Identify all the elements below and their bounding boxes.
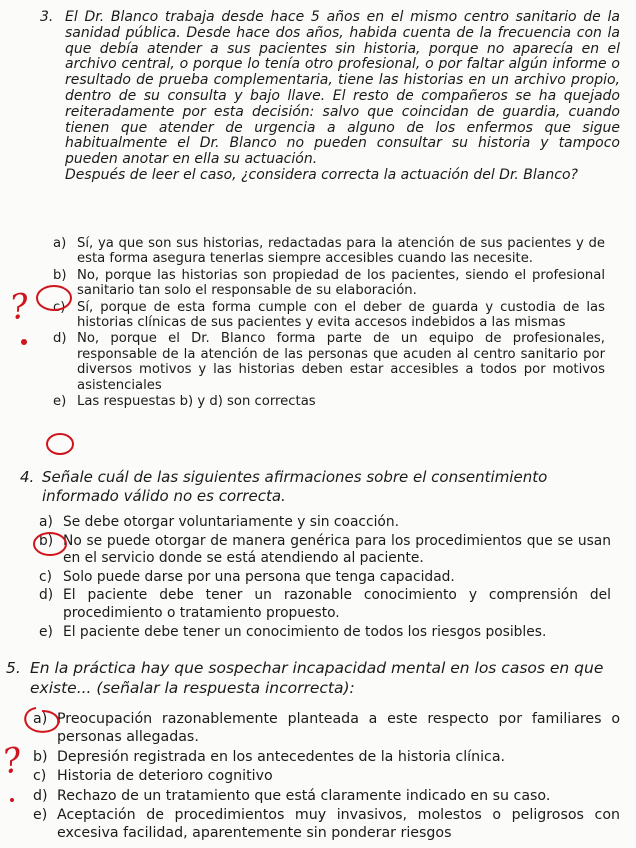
option-text: Aceptación de procedimientos muy invasivos, molestos o peligrosos con excesiva facilidad, aparentemente sin ponderar riesgos xyxy=(57,807,620,842)
option-a[interactable] xyxy=(30,710,620,747)
option-d[interactable] xyxy=(30,787,620,805)
option-c[interactable] xyxy=(30,767,620,785)
option-e[interactable] xyxy=(50,394,605,409)
option-a[interactable] xyxy=(36,514,611,532)
question-number: 5. xyxy=(6,659,21,677)
option-text: Rechazo de un tratamiento que está claramente indicado en su caso. xyxy=(57,787,551,804)
option-text: Preocupación razonablemente planteada a este respecto por familiares o personas allegadas. xyxy=(57,711,620,746)
option-text: El paciente debe tener un razonable conocimiento y comprensión del procedimiento o tratamiento propuesto. xyxy=(63,587,611,621)
option-c[interactable] xyxy=(50,300,605,331)
option-b[interactable] xyxy=(30,748,620,766)
option-letter: b) xyxy=(53,267,67,283)
option-text: Historia de deterioro cognitivo xyxy=(57,768,273,785)
option-text: Las respuestas b) y d) son correctas xyxy=(77,394,316,410)
question-5 xyxy=(6,658,626,698)
question-number: 3. xyxy=(40,9,54,25)
option-letter: a) xyxy=(39,514,53,530)
option-text: Depresión registrada en los antecedentes de la historia clínica. xyxy=(57,748,506,765)
question-3-options xyxy=(50,236,605,410)
option-text: Solo puede darse por una persona que tenga capacidad. xyxy=(63,568,455,585)
option-a[interactable] xyxy=(50,236,605,267)
option-d[interactable] xyxy=(50,331,605,393)
option-letter: e) xyxy=(53,394,67,410)
question-mark-q5: ? xyxy=(0,739,25,783)
question-3 xyxy=(40,10,620,184)
option-e[interactable] xyxy=(36,624,611,642)
option-letter: c) xyxy=(39,568,52,585)
question-number: 4. xyxy=(20,468,35,486)
option-letter: d) xyxy=(33,787,48,804)
question-4-options xyxy=(36,514,611,642)
option-text: Se debe otorgar voluntariamente y sin coacción. xyxy=(63,514,399,530)
option-text: No, porque las historias son propiedad de los pacientes, siendo el profesional sanitario tan solo el responsable de su elaboración. xyxy=(77,267,605,299)
option-letter: a) xyxy=(53,236,67,251)
question-text: El Dr. Blanco trabaja desde hace 5 años en el mismo centro sanitario de la sanidad pública. Desde hace dos años, habida cuenta de la frecuencia con la que debía atender a sus pacientes sin historia, porque no aparecía en el archivo central, o porque lo tenía otro profesional, o por faltar algún informe o resultado de prueba complementaria, tiene las historias en un archivo propio, dentro de su consulta y bajo llave. El resto de compañeros se ha quejado reiteradamente por esta decisión: salvo que coincidan de guardia, cuando tienen que atender de urgencia a alguno de los enfermos que sigue habitualmente el Dr. Blanco no pueden consultar su historia y tampoco pueden anotar en ella su actuación. xyxy=(65,9,620,168)
option-text: Sí, ya que son sus historias, redactadas para la atención de sus pacientes y de esta forma asegura tenerlas siempre accesibles cuando las necesite. xyxy=(77,236,605,267)
option-text: No, porque el Dr. Blanco forma parte de un equipo de profesionales, responsable de la atención de las personas que acuden al centro sanitario por diversos motivos y las historias deben estar accesibles a todos por motivos asistenciales xyxy=(77,331,605,393)
option-letter: a) xyxy=(33,711,48,727)
option-text: No se puede otorgar de manera genérica para los procedimientos que se usan en el servicio donde se está atendiendo al paciente. xyxy=(63,532,611,567)
option-e[interactable] xyxy=(30,806,620,843)
question-5-options xyxy=(30,710,620,844)
option-d[interactable] xyxy=(36,587,611,622)
option-letter: d) xyxy=(53,331,67,347)
option-letter: b) xyxy=(33,748,48,765)
option-b[interactable] xyxy=(50,268,605,299)
option-letter: c) xyxy=(33,768,47,785)
dot-q5 xyxy=(10,798,14,802)
option-c[interactable] xyxy=(36,569,611,587)
question-text: En la práctica hay que sospechar incapacidad mental en los casos en que existe... (señalar la respuesta incorrecta): xyxy=(30,659,604,697)
option-text: Sí, porque de esta forma cumple con el deber de guarda y custodia de las historias clínicas de sus pacientes y evita accesos indebidos a las mismas xyxy=(77,299,605,331)
option-letter: e) xyxy=(33,807,48,824)
option-text: El paciente debe tener un conocimiento de todos los riesgos posibles. xyxy=(63,623,547,640)
option-letter: e) xyxy=(39,623,53,640)
option-letter: d) xyxy=(39,587,54,604)
option-letter: b) xyxy=(39,532,54,549)
question-4 xyxy=(20,468,620,506)
circle-q3-e xyxy=(47,434,73,454)
question-text: Señale cuál de las siguientes afirmaciones sobre el consentimiento informado válido no es correcta. xyxy=(42,468,548,505)
option-b[interactable] xyxy=(36,533,611,568)
option-letter: c) xyxy=(53,299,66,315)
question-mark-q3: ? xyxy=(7,286,32,329)
question-prompt: Después de leer el caso, ¿considera correcta la actuación del Dr. Blanco? xyxy=(65,166,578,183)
dot-q3 xyxy=(21,339,27,345)
